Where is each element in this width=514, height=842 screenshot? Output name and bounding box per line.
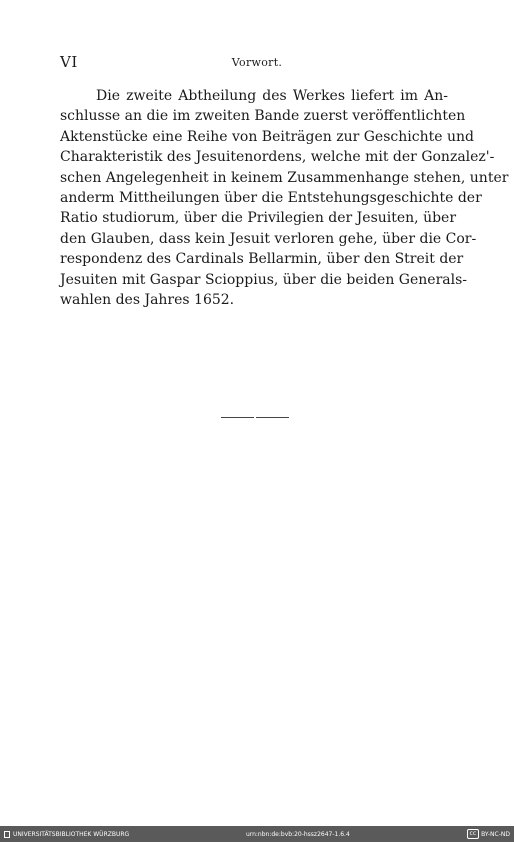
library-name: UNIVERSITÄTSBIBLIOTHEK WÜRZBURG bbox=[13, 830, 130, 838]
text-line: respondenz des Cardinals Bellarmin, über den Streit der bbox=[60, 251, 464, 268]
license-badge[interactable] bbox=[467, 829, 510, 839]
text-line: Aktenstücke eine Reihe von Beiträgen zur Geschichte und bbox=[60, 128, 474, 145]
library-credit bbox=[4, 831, 129, 838]
text-line: schlusse an die im zweiten Bande zuerst veröffentlichten bbox=[60, 108, 466, 125]
body-paragraph bbox=[60, 86, 509, 310]
running-title: Vorwort. bbox=[231, 56, 283, 69]
text-line: wahlen des Jahres 1652. bbox=[60, 291, 235, 308]
text-line: den Glauben, dass kein Jesuit verloren gehe, über die Cor- bbox=[60, 230, 477, 247]
footer-bar bbox=[0, 826, 514, 842]
library-logo-icon bbox=[4, 831, 10, 838]
license-label: BY-NC-ND bbox=[481, 830, 510, 838]
text-line: Die zweite Abtheilung des Werkes liefert im An- bbox=[96, 88, 448, 104]
text-line: schen Angelegenheit in keinem Zusammenhange stehen, unter bbox=[60, 169, 509, 186]
text-line: anderm Mittheilungen über die Entstehungsgeschichte der bbox=[60, 189, 482, 206]
page-number: VI bbox=[60, 53, 78, 71]
urn-identifier: urn:nbn:de:bvb:20-hssz2647-1.6.4 bbox=[245, 830, 350, 838]
section-divider bbox=[221, 417, 289, 418]
text-line: Jesuiten mit Gaspar Scioppius, über die beiden Generals- bbox=[60, 271, 468, 288]
text-line: Charakteristik des Jesuitenordens, welche mit der Gonzalez'- bbox=[60, 149, 495, 166]
text-line: Ratio studiorum, über die Privilegien der Jesuiten, über bbox=[60, 210, 457, 227]
cc-license-icon: cc bbox=[467, 829, 480, 839]
